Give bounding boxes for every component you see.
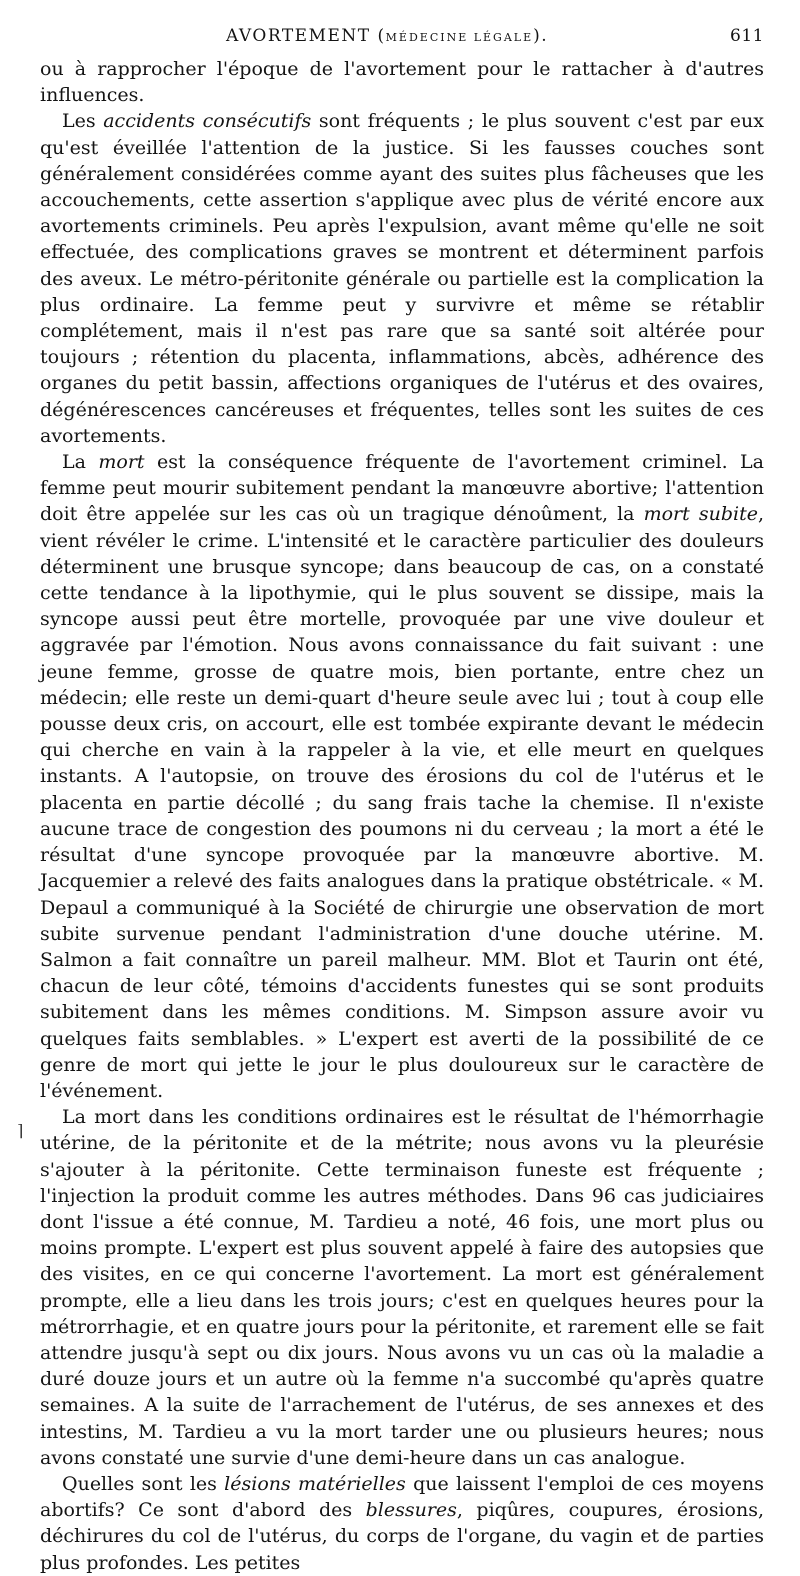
paragraph <box>40 56 764 108</box>
running-title <box>226 26 548 46</box>
text-run: La mort dans les conditions ordinaires est le résultat de l'hémorrhagie utérine, de la péritonite et de la métrite; nous avons vu la pleurésie s'ajouter à la péritonite. Cette terminaison funeste est fréquente ; l'injection la produit comme les autres méthodes. Dans 96 cas judiciaires dont l'issue a été connue, M. Tardieu a noté, 46 fois, une mort plus ou moins prompte. L'expert est plus souvent appelé à faire des autopsies que des visites, en ce qui concerne l'avortement. La mort est généralement prompte, elle a lieu dans les trois jours; c'est en quelques heures pour la métrorrhagie, et en quatre jours pour la péritonite, et rarement elle se fait attendre jusqu'à sept ou dix jours. Nous avons vu un cas où la maladie a duré douze jours et un autre où la femme n'a succombé qu'après quatre semaines. A la suite de l'arrachement de l'utérus, de ses annexes et des intestins, M. Tardieu a vu la mort tarder une ou plusieurs heures; nous avons constaté une survie d'une demi-heure dans un cas analogue. <box>40 1106 764 1469</box>
italic-term: mort <box>98 451 145 474</box>
running-head <box>40 20 764 56</box>
text-run: sont fréquents ; le plus souvent c'est par eux qu'est éveillée l'attention de la justice. Si les fausses couches sont généralement considérées comme ayant des suites plus fâcheuses que les accouchements, cette assertion s'applique avec plus de vérité encore aux avortements criminels. Peu après l'expulsion, avant même qu'elle ne soit effectuée, des complications graves se montrent et déterminent parfois des aveux. Le métro-péritonite générale ou partielle est la complication la plus ordinaire. La femme peut y survivre et même se rétablir complétement, mais il n'est pas rare que sa santé soit altérée pour toujours ; rétention du placenta, inflammations, abcès, adhérence des organes du petit bassin, affections organiques de l'utérus et des ovaires, dégénérescences cancéreuses et fréquentes, telles sont les suites de ces avortements. <box>40 110 764 447</box>
text-run: Les <box>62 110 104 133</box>
body-text <box>40 56 764 1576</box>
paragraph <box>40 108 764 449</box>
text-run: que laissent l'emploi de ces moyens abortifs? Ce sont d'abord des <box>40 1472 764 1522</box>
paragraph <box>40 1104 764 1471</box>
text-run: Quelles sont les <box>62 1472 225 1495</box>
paragraph <box>40 449 764 1104</box>
book-page <box>40 20 765 1574</box>
text-run: ou à rapprocher l'époque de l'avortement pour le rattacher à d'autres influences. <box>40 58 764 107</box>
italic-term: blessures <box>365 1499 457 1522</box>
running-title-subject: MÉDECINE LÉGALE <box>385 31 534 44</box>
italic-term: accidents consécutifs <box>103 110 312 133</box>
page-number: 611 <box>730 26 764 46</box>
text-run: , vient révéler le crime. L'intensité et le caractère particulier des douleurs déterminent une brusque syncope; dans beaucoup de cas, on a constaté cette tendance à la lipothymie, qui le plus souvent se dissipe, mais la syncope aussi peut être mortelle, provoquée par une vive douleur et aggravée par l'émotion. Nous avons connaissance du fait suivant : une jeune femme, grosse de quatre mois, bien portante, entre chez un médecin; elle reste un demi-quart d'heure seule avec lui ; tout à coup elle pousse deux cris, on accourt, elle est tombée expirante devant le médecin qui cherche en vain à la rappeler à la vie, et elle meurt en quelques instants. A l'autopsie, on trouve des érosions du col de l'utérus et le placenta en partie décollé ; du sang frais tache la chemise. Il n'existe aucune trace de congestion des poumons ni du cerveau ; la mort a été le résultat d'une syncope provoquée par la manœuvre abortive. M. Jacquemier a relevé des faits analogues dans la pratique obstétricale. « M. Depaul a communiqué à la Société de chirurgie une observation de mort subite survenue pendant l'administration d'une douche utérine. M. Salmon a fait connaître un pareil malheur. MM. Blot et Taurin ont été, chacun de leur côté, témoins d'accidents funestes qui se sont produits subitement dans les mêmes conditions. M. Simpson assure avoir vu quelques faits semblables. » L'expert est averti de la possibilité de ce genre de mort qui jette le jour le plus douloureux sur le caractère de l'événement. <box>40 503 764 1102</box>
italic-term: lésions matérielles <box>224 1472 406 1495</box>
running-title-end: ). <box>533 26 549 46</box>
text-run: est la conséquence fréquente de l'avortement criminel. La femme peut mourir subitement pendant la manœuvre abortive; l'attention doit être appelée sur les cas où un tragique dénoûment, la <box>40 451 765 526</box>
running-title-main: AVORTEMENT ( <box>226 26 386 46</box>
italic-term: mort subite <box>643 503 758 526</box>
text-run: La <box>62 451 99 474</box>
paragraph <box>40 1471 764 1576</box>
text-run: , piqûres, coupures, érosions, déchirures du col de l'utérus, du corps de l'organe, du vagin et de parties plus profondes. Les petites <box>40 1499 764 1574</box>
margin-bracket-mark: ⌉ <box>17 1121 24 1140</box>
